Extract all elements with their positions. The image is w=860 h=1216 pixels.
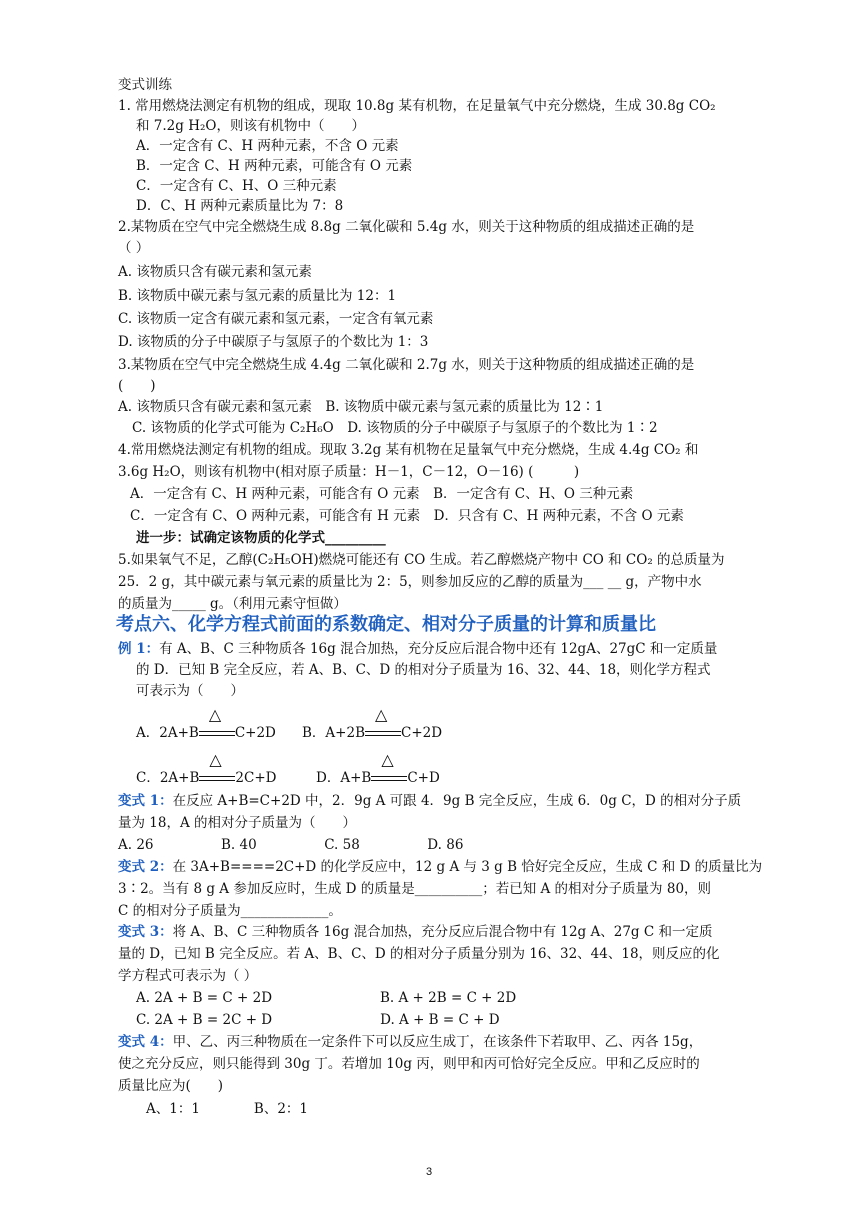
example1-text1: 有 A、B、C 三种物质各 16g 混合加热，充分反应后混合物中还有 12gA、27gC 和一定质量 <box>159 641 718 657</box>
delta-icon: △ <box>375 704 388 724</box>
delta-icon: △ <box>208 704 222 724</box>
equals-arrow <box>199 704 235 741</box>
equation-right: C+D <box>407 770 440 786</box>
variant2-label: 变式 2： <box>118 859 173 875</box>
equals-arrow <box>199 749 235 786</box>
example1-option-c <box>136 749 277 786</box>
q1-option-c: C．一定含有 C、H、O 三种元素 <box>136 178 337 194</box>
q5-line1: 5.如果氧气不足，乙醇(C₂H₅OH)燃烧可能还有 CO 生成。若乙醇燃烧产物中 CO 和 CO₂ 的总质量为 <box>118 552 725 568</box>
equals-arrow <box>365 704 401 741</box>
page-number: 3 <box>426 1166 433 1178</box>
q1-option-a: A．一定含有 C、H 两种元素，不含 O 元素 <box>136 138 399 154</box>
variant4-line3: 质量比应为( ) <box>118 1078 224 1094</box>
variant1-label: 变式 1： <box>118 793 173 809</box>
variant3-label: 变式 3： <box>118 924 173 940</box>
variant4-text: 甲、乙、丙三种物质在一定条件下可以反应生成丁，在该条件下若取甲、乙、丙各 15g， <box>172 1034 703 1050</box>
example1-option-d <box>316 749 440 786</box>
equation-right: C+2D <box>234 725 276 741</box>
q3-options-ab: A. 该物质只含有碳元素和氢元素 B. 该物质中碳元素与氢元素的质量比为 12∶1 <box>118 399 604 415</box>
equation-right: C+2D <box>401 725 443 741</box>
q2-line1: 2.某物质在空气中完全燃烧生成 8.8g 二氧化碳和 5.4g 水，则关于这种物质的组成描述正确的是 <box>118 219 695 235</box>
q4-line1: 4.常用燃烧法测定有机物的组成。现取 3.2g 某有机物在足量氧气中充分燃烧，生成 4.4g CO₂ 和 <box>118 442 699 458</box>
variant3-text: 将 A、B、C 三种物质各 16g 混合加热，充分反应后混合物中有 12g A、27g C 和一定质 <box>172 924 713 940</box>
q5-line2: 25．2 g，其中碳元素与氧元素的质量比为 2：5，则参加反应的乙醇的质量为___ __ g，产物中水 <box>118 574 702 590</box>
example1-label: 例 1： <box>118 641 160 657</box>
delta-icon: △ <box>381 749 394 769</box>
equals-arrow <box>371 749 407 786</box>
variant3-line3: 学方程式可表示为（ ） <box>118 968 258 984</box>
q2-option-b: B. 该物质中碳元素与氢元素的质量比为 12：1 <box>118 288 397 304</box>
delta-icon: △ <box>209 749 222 769</box>
q4-options-cd: C．一定含有 C、O 两种元素，可能含有 H 元素 D．只含有 C、H 两种元素，不含 O 元素 <box>130 508 684 524</box>
q3-line2: ( ) <box>118 378 156 394</box>
equation-left: A．2A+B <box>136 725 199 741</box>
q2-line2: （ ） <box>118 240 150 256</box>
example1-option-b <box>302 704 443 741</box>
q3-options-cd: C. 该物质的化学式可能为 C₂H₆O D. 该物质的分子中碳原子与氢原子的个数比为 1∶2 <box>132 420 658 436</box>
q1-option-d: D．C、H 两种元素质量比为 7：8 <box>136 198 344 214</box>
equation-right: 2C+D <box>235 770 277 786</box>
equation-left: C．2A+B <box>136 770 200 786</box>
q3-line1: 3.某物质在空气中完全燃烧生成 4.4g 二氧化碳和 2.7g 水，则关于这种物质的组成描述正确的是 <box>118 357 695 373</box>
q1-line1: 1. 常用燃烧法测定有机物的组成，现取 10.8g 某有机物，在足量氧气中充分燃烧，生成 30.8g CO₂ <box>118 98 716 114</box>
q4-line2: 3.6g H₂O，则该有机物中(相对原子质量：H－1，C－12，O－16) ( ) <box>118 464 580 480</box>
variant2-line3: C 的相对分子质量为_____________。 <box>118 903 342 919</box>
variant1-line1 <box>118 792 741 810</box>
equation-left: D．A+B <box>316 770 372 786</box>
variant3-line1 <box>118 923 712 941</box>
equation-left: B．A+2B <box>302 725 365 741</box>
variant4-line1 <box>118 1033 702 1051</box>
variant3-line2: 量的 D，已知 B 完全反应。若 A、B、C、D 的相对分子质量分别为 16、32、44、18，则反应的化 <box>118 946 720 962</box>
q1-line2: 和 7.2g H₂O，则该有机物中（ ） <box>136 118 365 134</box>
variant3-options-ab: A. 2A + B = C + 2D B. A + 2B = C + 2D <box>136 990 517 1006</box>
variant1-options: A. 26 B. 40 C. 58 D. 86 <box>118 837 464 853</box>
variant4-label: 变式 4： <box>118 1034 173 1050</box>
example1-line3: 可表示为（ ） <box>136 683 244 699</box>
example1-line1 <box>118 640 717 658</box>
variant1-line2: 量为 18，A 的相对分子质量为（ ） <box>118 815 357 831</box>
q4-further-step: 进一步：试确定该物质的化学式_________ <box>136 530 386 546</box>
q4-options-ab: A．一定含有 C、H 两种元素，可能含有 O 元素 B．一定含有 C、H、O 三种元素 <box>130 486 634 502</box>
variant4-options: A、1：1 B、2：1 <box>146 1101 309 1117</box>
section-title: 考点六、化学方程式前面的系数确定、相对分子质量的计算和质量比 <box>116 614 656 635</box>
variant3-options-cd: C. 2A + B = 2C + D D. A + B = C + D <box>136 1012 500 1028</box>
example1-option-a <box>136 704 276 741</box>
variant4-line2: 使之充分反应，则只能得到 30g 丁。若增加 10g 丙，则甲和丙可恰好完全反应。甲和乙反应时的 <box>118 1056 700 1072</box>
q5-line3: 的质量为_____ g。（利用元素守恒做） <box>118 596 347 612</box>
variant1-text: 在反应 A+B=C+2D 中，2．9g A 可跟 4．9g B 完全反应，生成 6．0g C，D 的相对分子质 <box>172 793 742 809</box>
variant2-text: 在 3A+B====2C+D 的化学反应中，12 g A 与 3 g B 恰好完全反应，生成 C 和 D 的质量比为 <box>172 859 763 875</box>
q2-option-a: A. 该物质只含有碳元素和氢元素 <box>118 264 312 280</box>
heading-practice: 变式训练 <box>118 77 172 93</box>
variant2-line2: 3∶2。当有 8 g A 参加反应时，生成 D 的质量是__________；若已知 A 的相对分子质量为 80，则 <box>118 881 712 897</box>
variant2-line1 <box>118 858 762 876</box>
q1-option-b: B．一定含 C、H 两种元素，可能含有 O 元素 <box>136 158 413 174</box>
example1-line2: 的 D．已知 B 完全反应，若 A、B、C、D 的相对分子质量为 16、32、44、18，则化学方程式 <box>136 662 711 678</box>
q2-option-c: C. 该物质一定含有碳元素和氢元素，一定含有氧元素 <box>118 311 434 327</box>
q2-option-d: D. 该物质的分子中碳原子与氢原子的个数比为 1：3 <box>118 334 429 350</box>
